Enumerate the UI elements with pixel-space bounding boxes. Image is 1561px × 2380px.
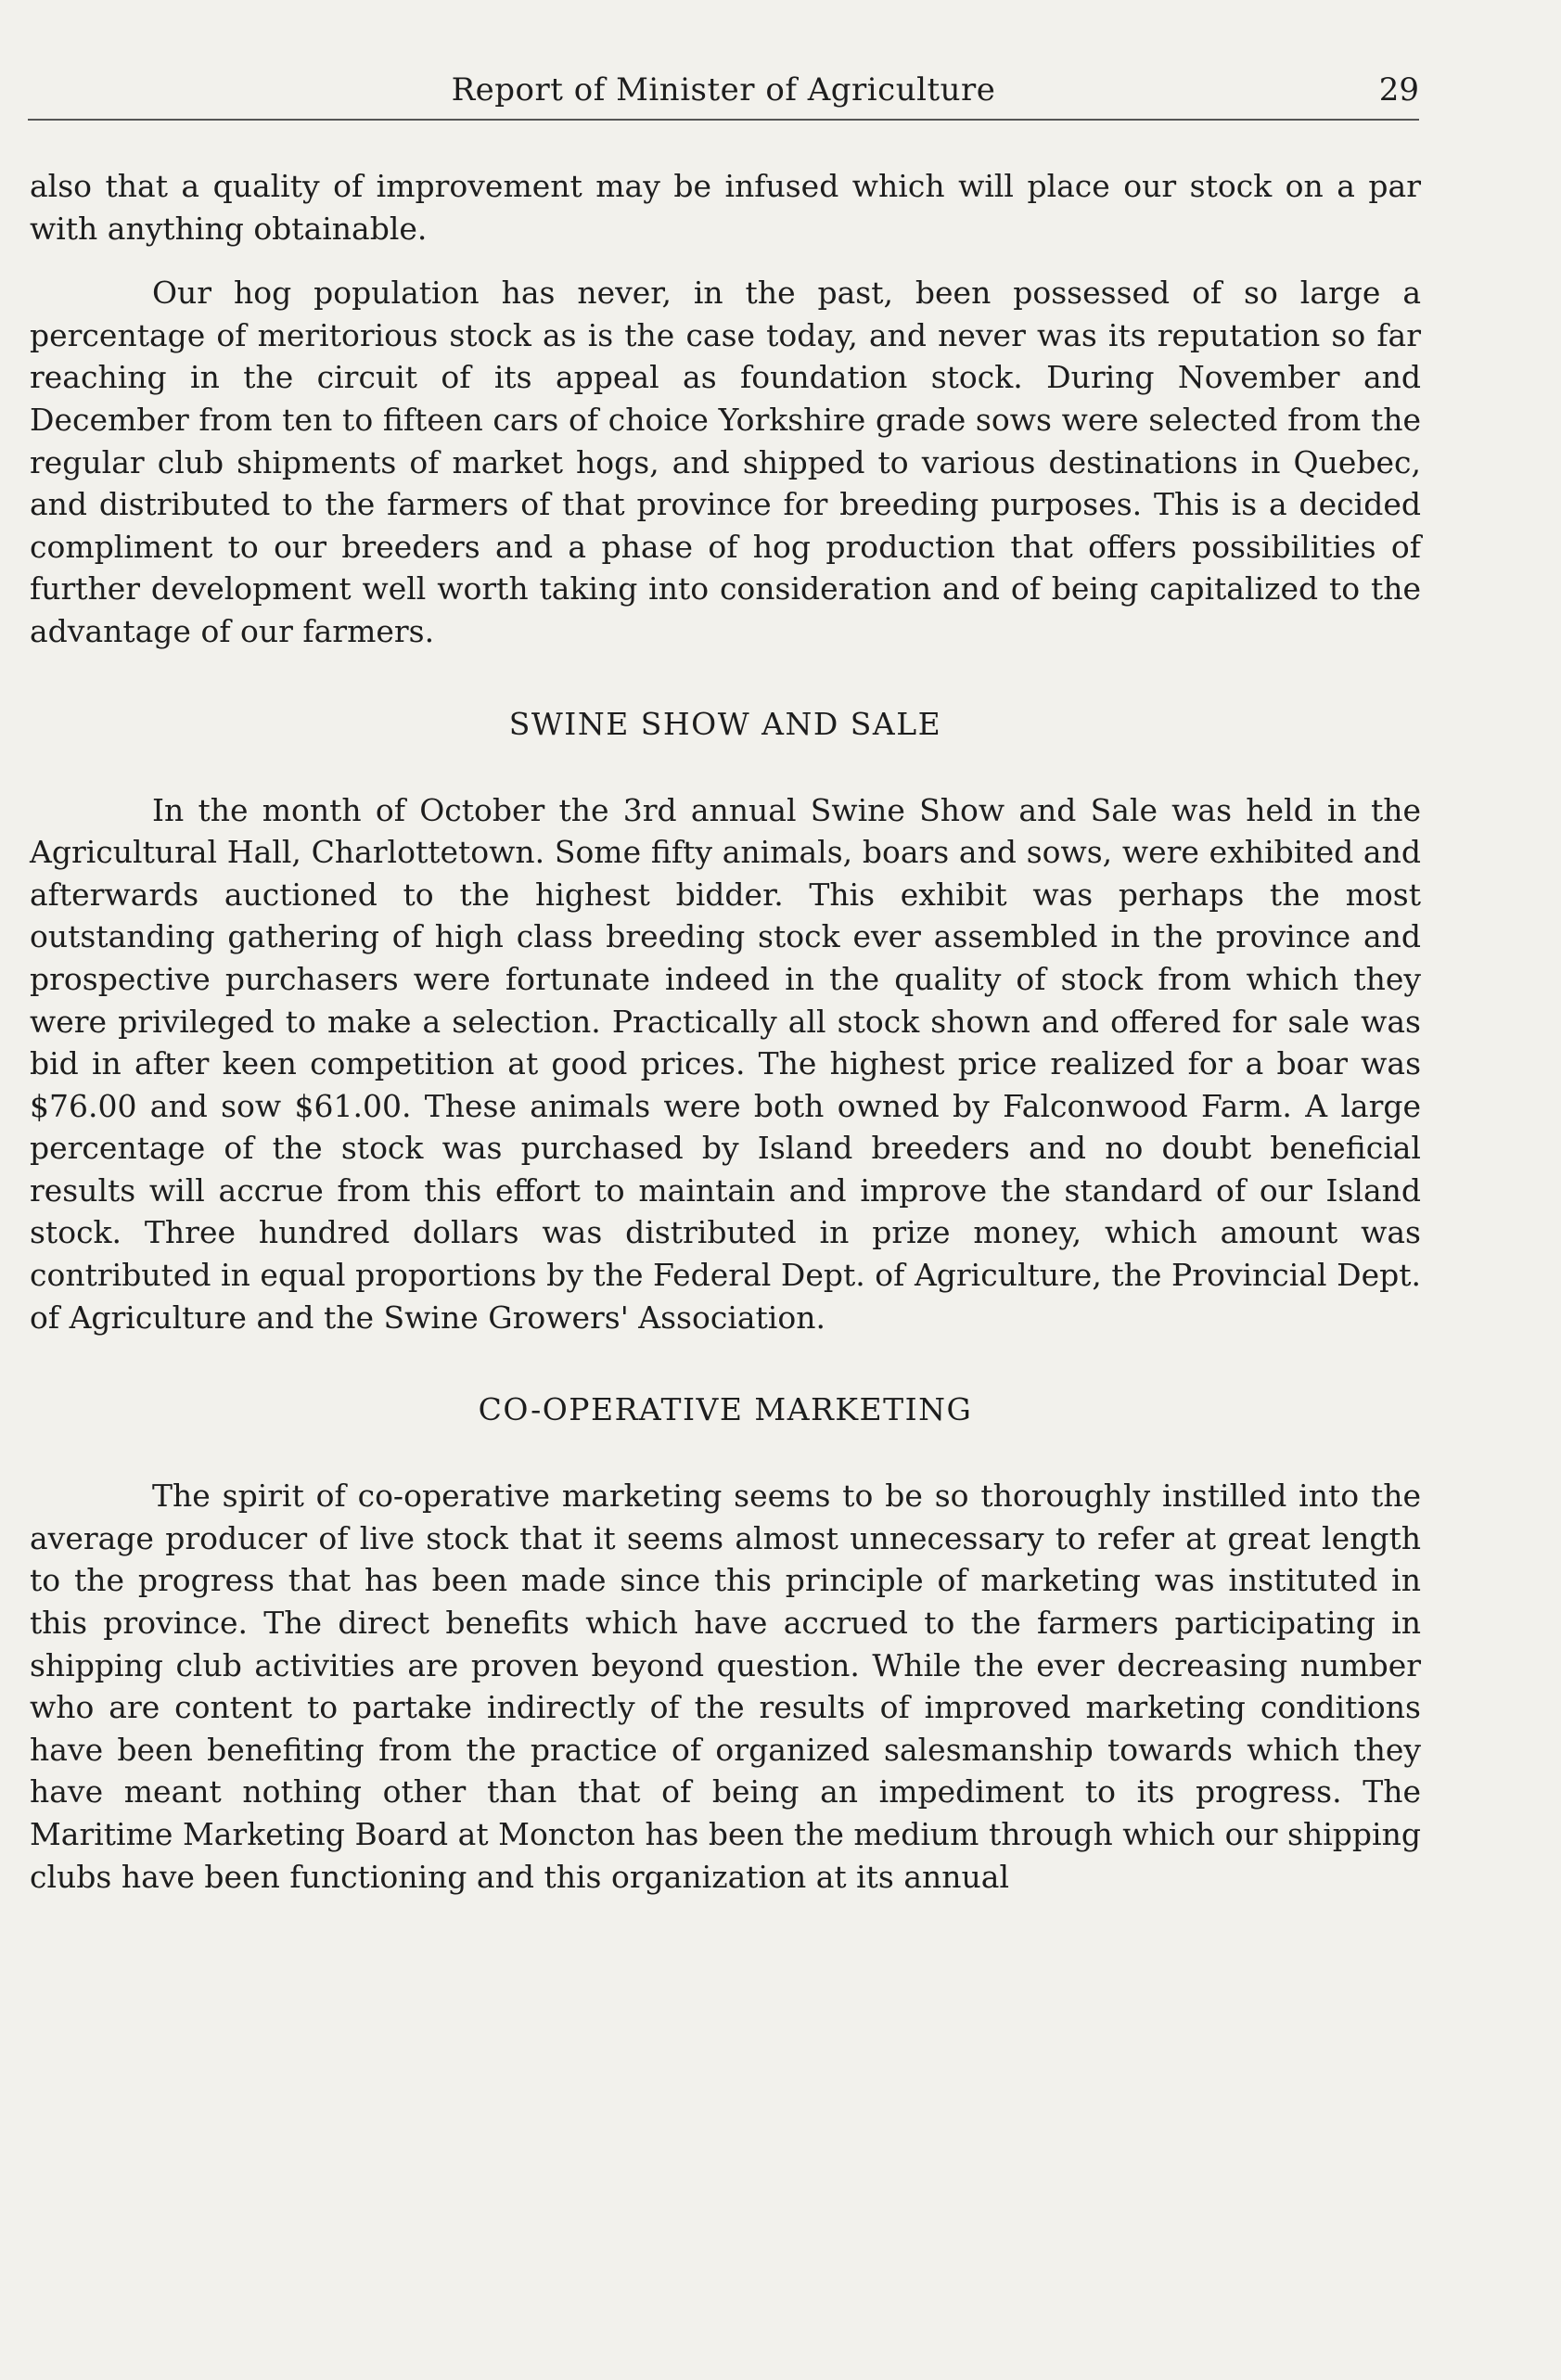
header-divider bbox=[28, 119, 1419, 121]
header-title: Report of Minister of Agriculture bbox=[451, 71, 996, 109]
swine-show-heading: SWINE SHOW AND SALE bbox=[508, 705, 942, 742]
cooperative-marketing-paragraph: The spirit of co-operative marketing seems to be so thoroughly instilled into the average producer of live stock that it seems almost unnecessary to refer at great length to the progress that has been made since this principle of marketing was instituted in this province. The direct benefits which have accrued to the farmers participating in shipping club activities are proven beyond question. While the ever decreasing number who are content to partake indirectly of the results of improved marketing conditions have been benefiting from the practice of organized salesmanship towards which they have meant nothing other than that of being an impediment to its progress. The Maritime Marketing Board at Moncton has been the medium through which our shipping clubs have been functioning and this organization at its annual bbox=[30, 1478, 1421, 1895]
continued-paragraph: also that a quality of improvement may be infused which will place our stock on a par with anything obtainable. bbox=[30, 168, 1421, 247]
swine-show-paragraph: In the month of October the 3rd annual Swine Show and Sale was held in the Agricultural Hall, Charlottetown. Some fifty animals, boars and sows, were exhibited and afterwards auctioned to the highest bidder. This exhibit was perhaps the most outstanding gathering of high class breeding stock ever assembled in the province and prospective purchasers were fortunate indeed in the quality of stock from which they were privileged to make a selection. Practically all stock shown and offered for sale was bid in after keen competition at good prices. The highest price realized for a boar was $76.00 and sow $61.00. These animals were both owned by Falconwood Farm. A large percentage of the stock was purchased by Island breeders and no doubt beneficial results will accrue from this effort to maintain and improve the standard of our Island stock. Three hundred dollars was distributed in prize money, which amount was contributed in equal proportions by the Federal Dept. of Agriculture, the Provincial Dept. of Agriculture and the Swine Growers' Association. bbox=[30, 791, 1421, 1336]
hog-population-paragraph: Our hog population has never, in the past, been possessed of so large a percentage of meritorious stock as is the case today, and never was its reputation so far reaching in the circuit of its appeal as foundation stock. During November and December from ten to fifteen cars of choice Yorkshire grade sows were selected from the regular club shipments of market hogs, and shipped to various destinations in Quebec, and distributed to the farmers of that province for breeding purposes. This is a decided compliment to our breeders and a phase of hog production that offers possibilities of further development well worth taking into consideration and of being capitalized to the advantage of our farmers. bbox=[30, 275, 1421, 649]
cooperative-marketing-heading: CO-OPERATIVE MARKETING bbox=[478, 1391, 973, 1428]
page-body bbox=[30, 165, 1421, 1898]
running-header bbox=[28, 67, 1419, 122]
page-number: 29 bbox=[1378, 71, 1419, 109]
